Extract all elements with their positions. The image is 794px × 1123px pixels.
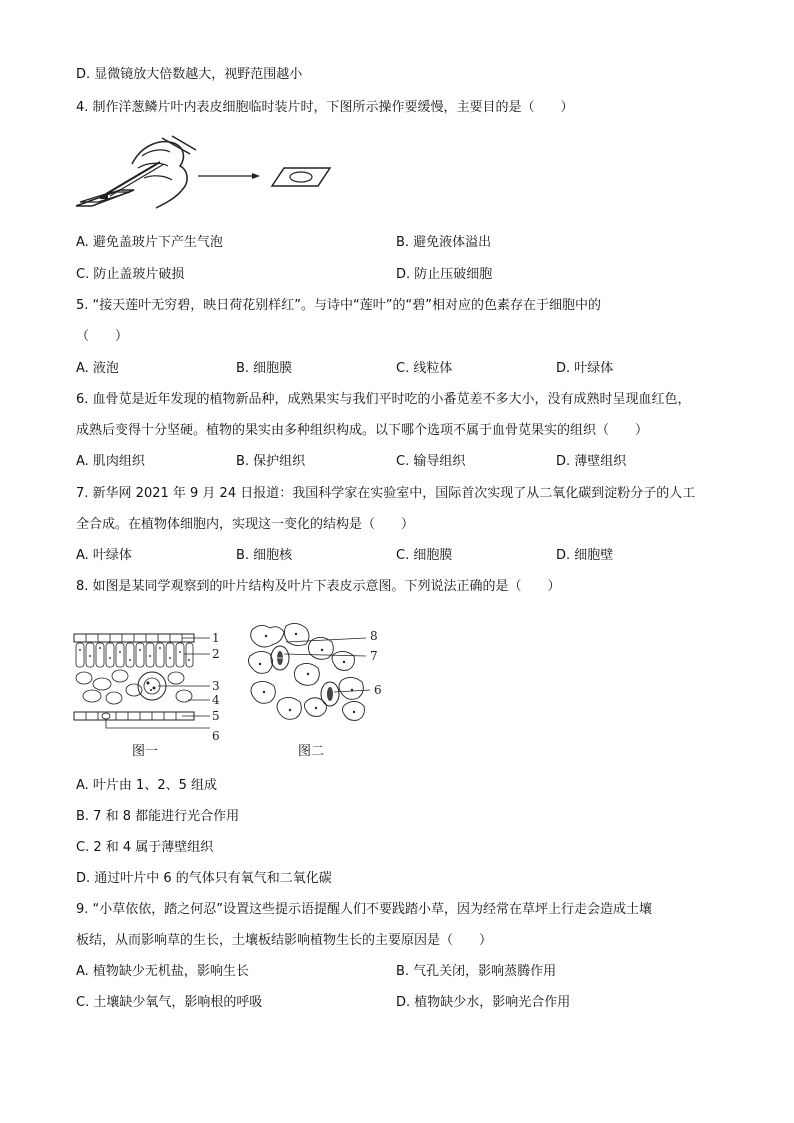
fig2-label-8: 8 [370, 629, 378, 643]
q9-option-d: D. 植物缺少水，影响光合作用 [396, 995, 571, 1010]
q6-option-a: A. 肌肉组织 [76, 454, 145, 469]
q4-option-c: C. 防止盖玻片破损 [76, 267, 185, 282]
fig1-label-4: 4 [212, 693, 220, 707]
q8-option-d: D. 通过叶片中 6 的气体只有氧气和二氧化碳 [76, 871, 332, 886]
fig1-label-1: 1 [212, 631, 220, 645]
q8-figure-1-leaf-section [72, 628, 232, 750]
q7-option-a: A. 叶绿体 [76, 548, 132, 563]
q4-stem: 4. 制作洋葱鳞片叶内表皮细胞临时装片时，下图所示操作要缓慢，主要目的是（ ） [76, 100, 574, 115]
fig1-label-6: 6 [212, 729, 220, 743]
q7-option-d: D. 细胞壁 [556, 548, 614, 563]
q5-stem-line2: （ ） [76, 329, 129, 344]
q4-illustration [72, 134, 342, 214]
q8-figure-2-epidermis [246, 620, 396, 742]
fig1-label-2: 2 [212, 647, 220, 661]
q6-option-b: B. 保护组织 [236, 454, 306, 469]
fig1-label-3: 3 [212, 679, 220, 693]
q4-option-a: A. 避免盖玻片下产生气泡 [76, 235, 223, 250]
prev-option-d: D. 显微镜放大倍数越大，视野范围越小 [76, 67, 303, 82]
q9-stem-line1: 9. “小草依依，踏之何忍”设置这些提示语提醒人们不要践踏小草，因为经常在草坪上行走会造成土壤 [76, 902, 653, 917]
q7-stem-line1: 7. 新华网 2021 年 9 月 24 日报道：我国科学家在实验室中，国际首次实现了从二氧化碳到淀粉分子的人工 [76, 486, 696, 501]
q8-stem: 8. 如图是某同学观察到的叶片结构及叶片下表皮示意图。下列说法正确的是（ ） [76, 579, 561, 594]
q6-stem-line1: 6. 血骨苋是近年发现的植物新品种，成熟果实与我们平时吃的小番苋差不多大小，没有成熟时呈现血红色， [76, 392, 691, 407]
q8-option-a: A. 叶片由 1、2、5 组成 [76, 778, 218, 793]
leaf-cross-section-diagram [72, 628, 232, 746]
q9-option-c: C. 土壤缺少氧气，影响根的呼吸 [76, 995, 263, 1010]
q5-option-d: D. 叶绿体 [556, 361, 614, 376]
q8-option-b: B. 7 和 8 都能进行光合作用 [76, 809, 240, 824]
q9-option-a: A. 植物缺少无机盐，影响生长 [76, 964, 249, 979]
q7-stem-line2: 全合成。在植物体细胞内，实现这一变化的结构是（ ） [76, 517, 415, 532]
q5-option-b: B. 细胞膜 [236, 361, 293, 376]
q9-option-b: B. 气孔关闭，影响蒸腾作用 [396, 964, 557, 979]
fig2-label-6: 6 [374, 683, 382, 697]
q9-stem-line2: 板结，从而影响草的生长，土壤板结影响植物生长的主要原因是（ ） [76, 933, 493, 948]
q5-stem-line1: 5. “接天莲叶无穷碧，映日荷花别样红”。与诗中“莲叶”的“碧”相对应的色素存在于细胞中的 [76, 298, 601, 313]
q4-figure-pipette-slide [72, 134, 342, 218]
q7-option-c: C. 细胞膜 [396, 548, 453, 563]
fig1-label-5: 5 [212, 709, 220, 723]
q6-option-d: D. 薄壁组织 [556, 454, 627, 469]
q7-option-b: B. 细胞核 [236, 548, 293, 563]
q6-option-c: C. 输导组织 [396, 454, 466, 469]
fig2-label-7: 7 [370, 649, 378, 663]
q8-option-c: C. 2 和 4 属于薄壁组织 [76, 840, 214, 855]
q8-fig1-caption: 图一 [132, 744, 159, 759]
q4-option-b: B. 避免液体溢出 [396, 235, 492, 250]
lower-epidermis-diagram [246, 620, 396, 738]
q5-option-c: C. 线粒体 [396, 361, 453, 376]
q4-option-d: D. 防止压破细胞 [396, 267, 493, 282]
q8-fig2-caption: 图二 [298, 744, 325, 759]
q5-option-a: A. 液泡 [76, 361, 119, 376]
q6-stem-line2: 成熟后变得十分坚硬。植物的果实由多种组织构成。以下哪个选项不属于血骨苋果实的组织（ ） [76, 423, 649, 438]
